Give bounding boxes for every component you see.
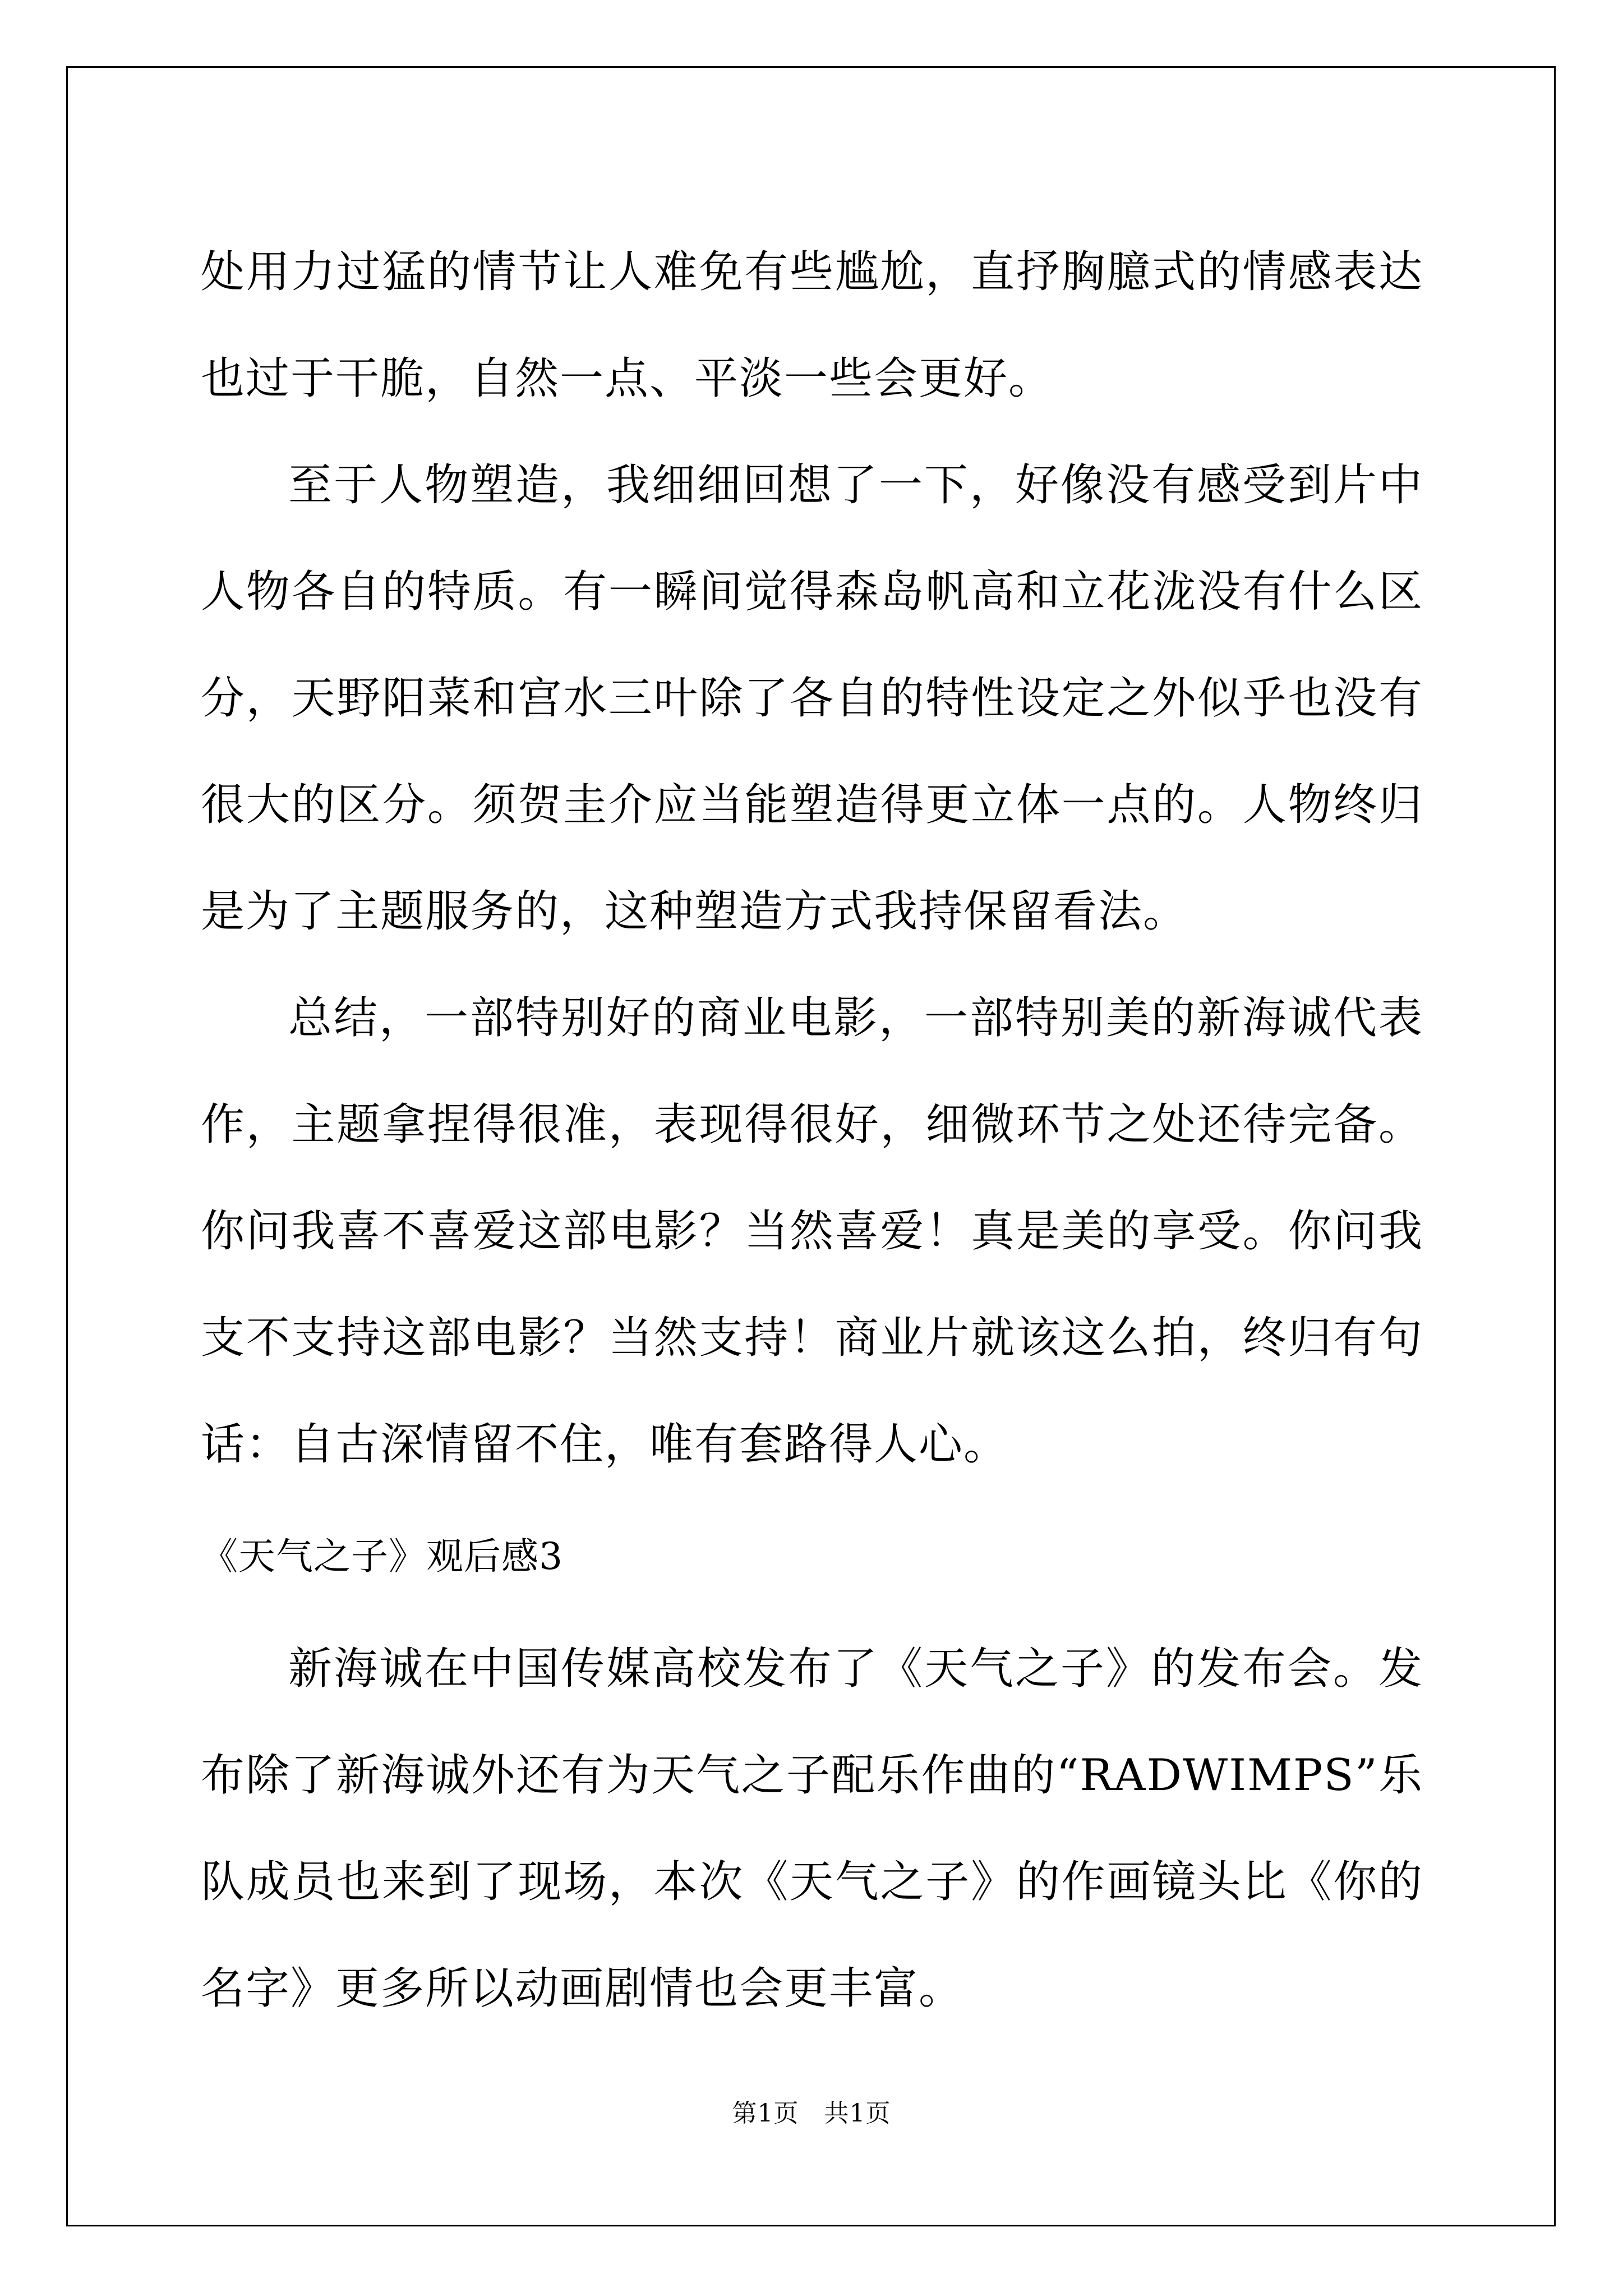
section-heading: 《天气之子》观后感3	[201, 1535, 563, 1578]
paragraph-press-conference: 新海诚在中国传媒高校发布了《天气之子》的发布会。发布除了新海诚外还有为天气之子配乐作曲的“RADWIMPS”乐队成员也来到了现场，本次《天气之子》的作画镜头比《你的名字》更多所以动画剧情也会更丰富。	[201, 1644, 1423, 2014]
paragraph-summary: 总结，一部特别好的商业电影，一部特别美的新海诚代表作，主题拿捏得很准，表现得很好，细微环节之处还待完备。你问我喜不喜爱这部电影？当然喜爱！真是美的享受。你问我支不支持这部电影？当然支持！商业片就该这么拍，终归有句话：自古深情留不住，唯有套路得人心。	[201, 993, 1423, 1470]
paragraph-continued: 处用力过猛的情节让人难免有些尴尬，直抒胸臆式的情感表达也过于干脆，自然一点、平淡一些会更好。	[201, 247, 1423, 404]
page-footer: 第1页 共1页	[732, 2099, 891, 2128]
document-body	[201, 219, 1423, 2042]
paragraph-character-design: 至于人物塑造，我细细回想了一下，好像没有感受到片中人物各自的特质。有一瞬间觉得森岛帆高和立花泷没有什么区分，天野阳菜和宫水三叶除了各自的特性设定之外似乎也没有很大的区分。须贺圭介应当能塑造得更立体一点的。人物终归是为了主题服务的，这种塑造方式我持保留看法。	[201, 460, 1423, 937]
